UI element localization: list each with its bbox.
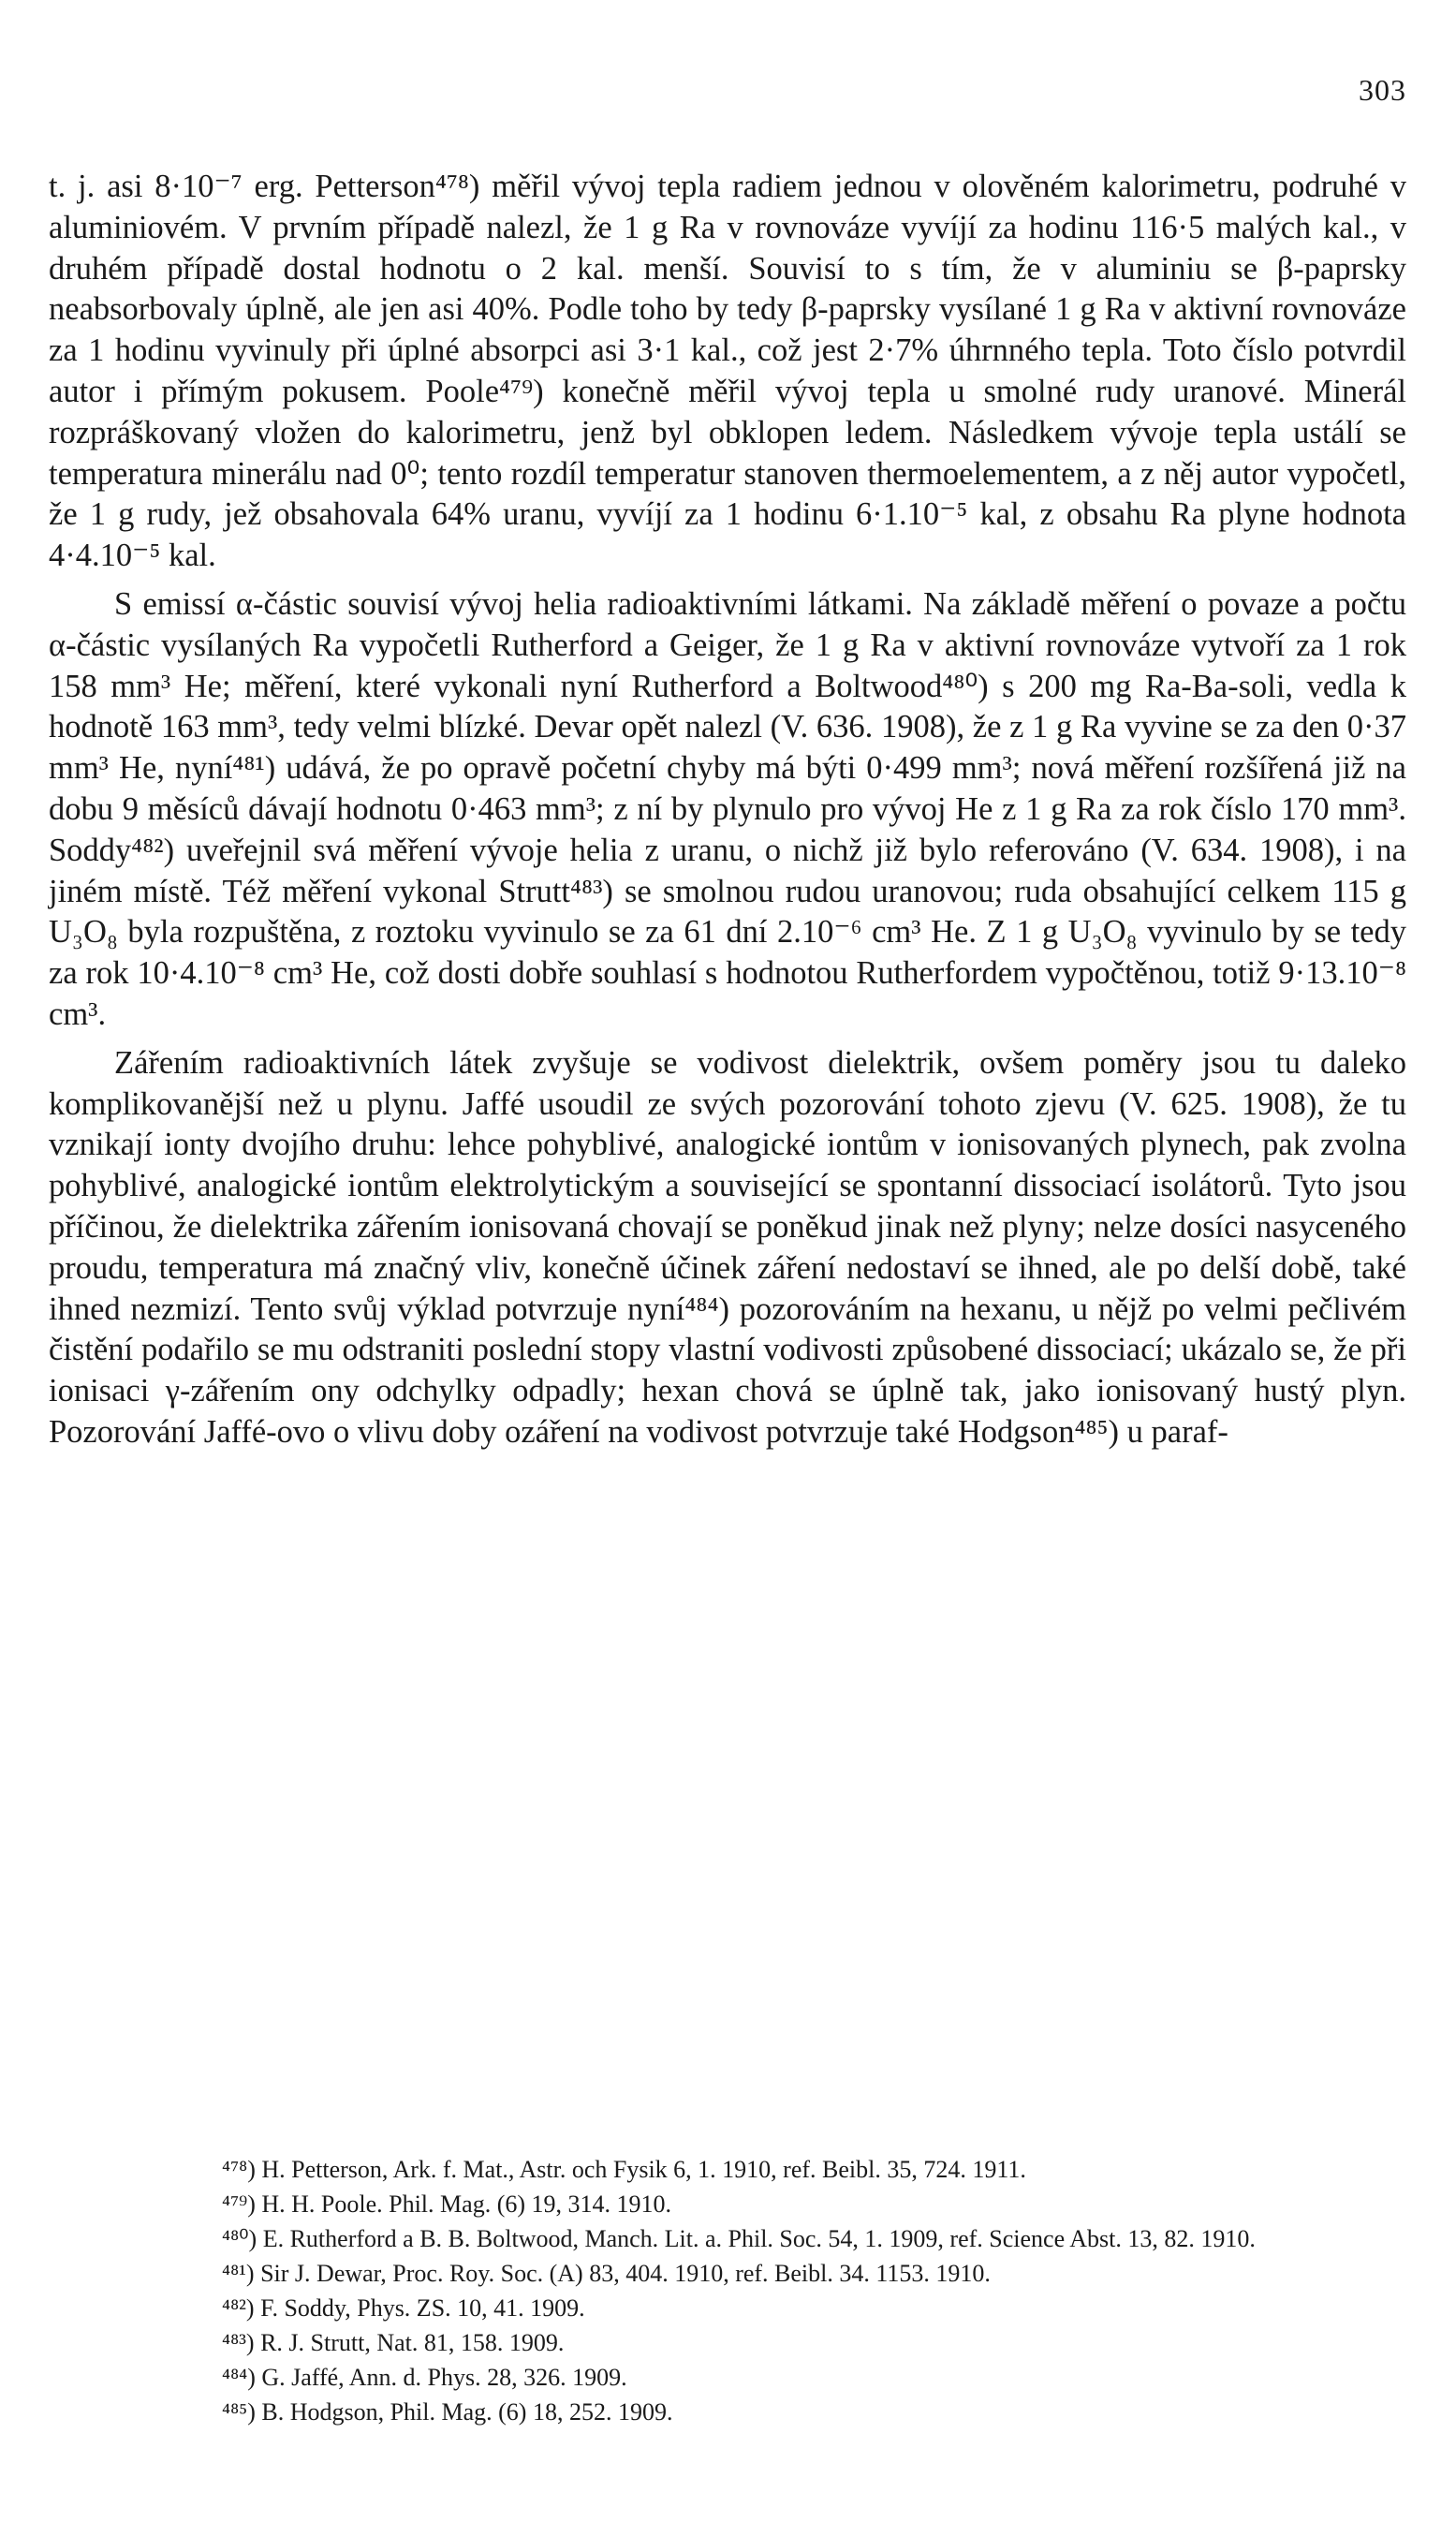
paragraph-dielectric-conductivity: Zářením radioaktivních látek zvyšuje se vodivost dielektrik, ovšem poměry jsou tu daleko komplikovanější než u plynu. Jaffé usoudil ze svých pozorování tohoto zjevu (V. 625. 1908), že tu vznikají ionty dvojího druhu: lehce pohyblivé, analogické iontům v ionisovaných plynech, pak zvolna pohyblivé, analogické iontům elektrolytickým a související se spontanní dissociací isolátorů. Tyto jsou příčinou, že dielektrika zářením ionisovaná chovají se poněkud jinak než plyny; nelze dosíci nasyceného proudu, temperatura má značný vliv, konečně účinek záření nedostaví se ihned, ale po delší době, také ihned nezmizí. Tento svůj výklad potvrzuje nyní⁴⁸⁴) pozorováním na hexanu, u nějž po velmi pečlivém čistění podařilo se mu odstraniti poslední stopy vlastní vodivosti způsobené dissociací; ukázalo se, že při ionisaci γ-zářením ony odchylky odpadly; hexan chová se úplně tak, jako ionisovaný hustý plyn. Pozorování Jaffé-ovo o vlivu doby ozáření na vodivost potvrzuje také Hodgson⁴⁸⁵) u paraf- <box>49 1044 1406 1450</box>
body-text <box>49 167 1406 1453</box>
footnote-483: ⁴⁸³) R. J. Strutt, Nat. 81, 158. 1909. <box>222 2329 565 2356</box>
paragraph-heat-measurements: t. j. asi 8·10⁻⁷ erg. Petterson⁴⁷⁸) měřil vývoj tepla radiem jednou v olověném kalorimetru, podruhé v aluminiovém. V prvním případě nalezl, že 1 g Ra v rovnováze vyvíjí za hodinu 116·5 malých kal., v druhém případě dostal hodnotu o 2 kal. menší. Souvisí to s tím, že v aluminiu se β-paprsky neabsorbovaly úplně, ale jen asi 40%. Podle toho by tedy β-paprsky vysílané 1 g Ra v aktivní rovnováze za 1 hodinu vyvinuly při úplné absorpci asi 3·1 kal., což jest 2·7% úhrnného tepla. Toto číslo potvrdil autor i přímým pokusem. Poole⁴⁷⁹) konečně měřil vývoj tepla u smolné rudy uranové. Minerál rozpráškovaný vložen do kalorimetru, jenž byl obklopen ledem. Následkem vývoje tepla ustálí se temperatura minerálu nad 0⁰; tento rozdíl temperatur stanoven thermoelementem, a z něj autor vypočetl, že 1 g rudy, jež obsahovala 64% uranu, vyvíjí za 1 hodinu 6·1.10⁻⁵ kal, z obsahu Ra plyne hodnota 4·4.10⁻⁵ kal. <box>49 169 1406 574</box>
paragraph-helium-production: S emissí α-částic souvisí vývoj helia radioaktivními látkami. Na základě měření o povaze a počtu α-částic vysílaných Ra vypočetli Rutherford a Geiger, že 1 g Ra v aktivní rovnováze vytvoří za 1 rok 158 mm³ He; měření, které vykonali nyní Rutherford a Boltwood⁴⁸⁰) s 200 mg Ra-Ba-soli, vedla k hodnotě 163 mm³, tedy velmi blízké. Devar opět nalezl (V. 636. 1908), že z 1 g Ra vyvine se za den 0·37 mm³ He, nyní⁴⁸¹) udává, že po opravě početní chyby má býti 0·499 mm³; nová měření rozšířená již na dobu 9 měsíců dávají hodnotu 0·463 mm³; z ní by plynulo pro vývoj He z 1 g Ra za rok číslo 170 mm³. Soddy⁴⁸²) uveřejnil svá měření vývoje helia z uranu, o nichž již bylo referováno (V. 634. 1908), i na jiném místě. Též měření vykonal Strutt⁴⁸³) se smolnou rudou uranovou; ruda obsahující celkem 115 g U₃O₈ byla rozpuštěna, z roztoku vyvinulo se za 61 dní 2.10⁻⁶ cm³ He. Z 1 g U₃O₈ vyvinulo by se tedy za rok 10·4.10⁻⁸ cm³ He, což dosti dobře souhlasí s hodnotou Rutherfordem vypočtěnou, totiž 9·13.10⁻⁸ cm³. <box>49 585 1406 1032</box>
footnote-480: ⁴⁸⁰) E. Rutherford a B. B. Boltwood, Manch. Lit. a. Phil. Soc. 54, 1. 1909, ref. Science Abst. 13, 82. 1910. <box>222 2225 1256 2252</box>
footnote-478: ⁴⁷⁸) H. Petterson, Ark. f. Mat., Astr. och Fysik 6, 1. 1910, ref. Beibl. 35, 724. 1911. <box>222 2156 1026 2183</box>
footnote-479: ⁴⁷⁹) H. H. Poole. Phil. Mag. (6) 19, 314. 1910. <box>222 2190 672 2218</box>
footnote-482: ⁴⁸²) F. Soddy, Phys. ZS. 10, 41. 1909. <box>222 2294 585 2322</box>
footnote-484: ⁴⁸⁴) G. Jaffé, Ann. d. Phys. 28, 326. 1909. <box>222 2364 627 2391</box>
footnote-485: ⁴⁸⁵) B. Hodgson, Phil. Mag. (6) 18, 252. 1909. <box>222 2398 673 2426</box>
page-number: 303 <box>1359 73 1406 107</box>
footnotes <box>49 2154 1406 2427</box>
footnote-481: ⁴⁸¹) Sir J. Dewar, Proc. Roy. Soc. (A) 83, 404. 1910, ref. Beibl. 34. 1153. 1910. <box>222 2260 991 2287</box>
